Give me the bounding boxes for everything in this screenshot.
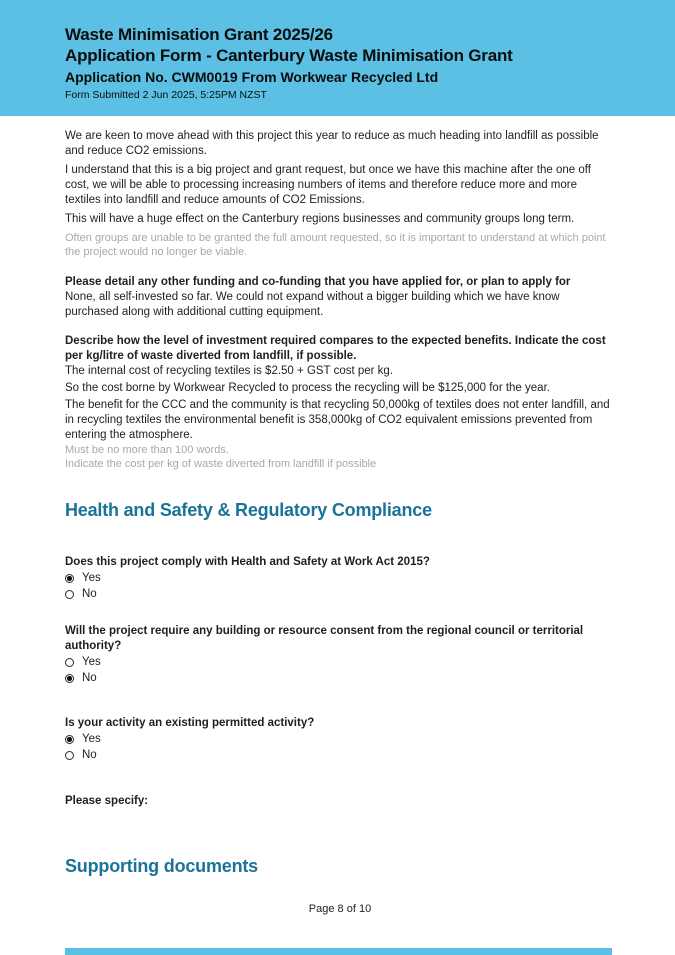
radio-option-label: Yes	[82, 733, 101, 745]
question-label: Will the project require any building or resource consent from the regional council or territorial authority?	[65, 625, 584, 652]
form-body	[0, 116, 675, 915]
question-answer	[65, 364, 615, 443]
radio-button-icon[interactable]	[65, 574, 74, 583]
radio-option-no[interactable]	[65, 748, 615, 763]
answer-paragraph: We are keen to move ahead with this project this year to reduce as much heading into landfill as possible and reduce CO2 emissions.	[65, 130, 599, 157]
form-title: Application Form - Canterbury Waste Minimisation Grant	[65, 46, 513, 65]
radio-option-no[interactable]	[65, 587, 615, 602]
question-label: Does this project comply with Health and Safety at Work Act 2015?	[65, 556, 430, 568]
field-hint: Must be no more than 100 words.	[65, 444, 229, 456]
question-label: Is your activity an existing permitted activity?	[65, 717, 315, 729]
investment-question	[65, 334, 615, 471]
next-page-banner-edge	[65, 948, 612, 955]
radio-question-hswa-compliance	[65, 555, 615, 602]
radio-option-label: Yes	[82, 572, 101, 584]
answer-paragraph: This will have a huge effect on the Canterbury regions businesses and community groups long term.	[65, 213, 575, 225]
field-hint: Often groups are unable to be granted the full amount requested, so it is important to understand at which point the project would no longer be viable.	[65, 232, 606, 258]
question-label: Please detail any other funding and co-funding that you have applied for, or plan to apply for	[65, 276, 571, 288]
question-answer: None, all self-invested so far. We could not expand without a bigger building which we have know purchased along with additional cutting equipment.	[65, 291, 560, 318]
radio-option-label: No	[82, 588, 97, 600]
radio-option-yes[interactable]	[65, 571, 615, 586]
page-number: Page 8 of 10	[308, 903, 372, 915]
radio-option-label: No	[82, 749, 97, 761]
application-number: Application No. CWM0019 From Workwear Recycled Ltd	[65, 69, 439, 85]
radio-button-icon[interactable]	[65, 658, 74, 667]
answer-paragraph: So the cost borne by Workwear Recycled to process the recycling will be $125,000 for the year.	[65, 382, 550, 394]
submitted-timestamp: Form Submitted 2 Jun 2025, 5:25PM NZST	[65, 89, 267, 101]
radio-question-permitted-activity	[65, 716, 615, 763]
answer-paragraph: The benefit for the CCC and the community is that recycling 50,000kg of textiles does not enter landfill, and in recycling textiles the environmental benefit is 358,000kg of CO2 equivalent emissions prevented from entering the atmosphere.	[65, 399, 610, 441]
section-title-supporting-documents: Supporting documents	[65, 856, 258, 876]
answer-paragraph: The internal cost of recycling textiles is $2.50 + GST cost per kg.	[65, 365, 394, 377]
radio-button-icon[interactable]	[65, 674, 74, 683]
section-title-health-safety: Health and Safety & Regulatory Compliance	[65, 500, 432, 520]
question-label: Describe how the level of investment required compares to the expected benefits. Indicate the cost per kg/litre of waste diverted from landfill, if possible.	[65, 335, 606, 362]
radio-question-consent-required	[65, 624, 615, 686]
radio-option-label: No	[82, 672, 97, 684]
radio-option-label: Yes	[82, 656, 101, 668]
funding-question	[65, 275, 615, 320]
radio-button-icon[interactable]	[65, 751, 74, 760]
field-hint: Indicate the cost per kg of waste diverted from landfill if possible	[65, 458, 377, 470]
radio-button-icon[interactable]	[65, 590, 74, 599]
radio-option-yes[interactable]	[65, 655, 615, 670]
radio-option-no[interactable]	[65, 671, 615, 686]
radio-button-icon[interactable]	[65, 735, 74, 744]
grant-title: Waste Minimisation Grant 2025/26	[65, 25, 333, 44]
please-specify-label: Please specify:	[65, 795, 149, 807]
radio-option-yes[interactable]	[65, 732, 615, 747]
viability-answer	[65, 129, 615, 259]
form-header-banner	[0, 0, 675, 116]
answer-paragraph: I understand that this is a big project and grant request, but once we have this machine after the one off cost, we will be able to processing increasing numbers of items and therefore reduce more and more textiles into landfill and reduce amounts of CO2 Emissions.	[65, 164, 591, 206]
